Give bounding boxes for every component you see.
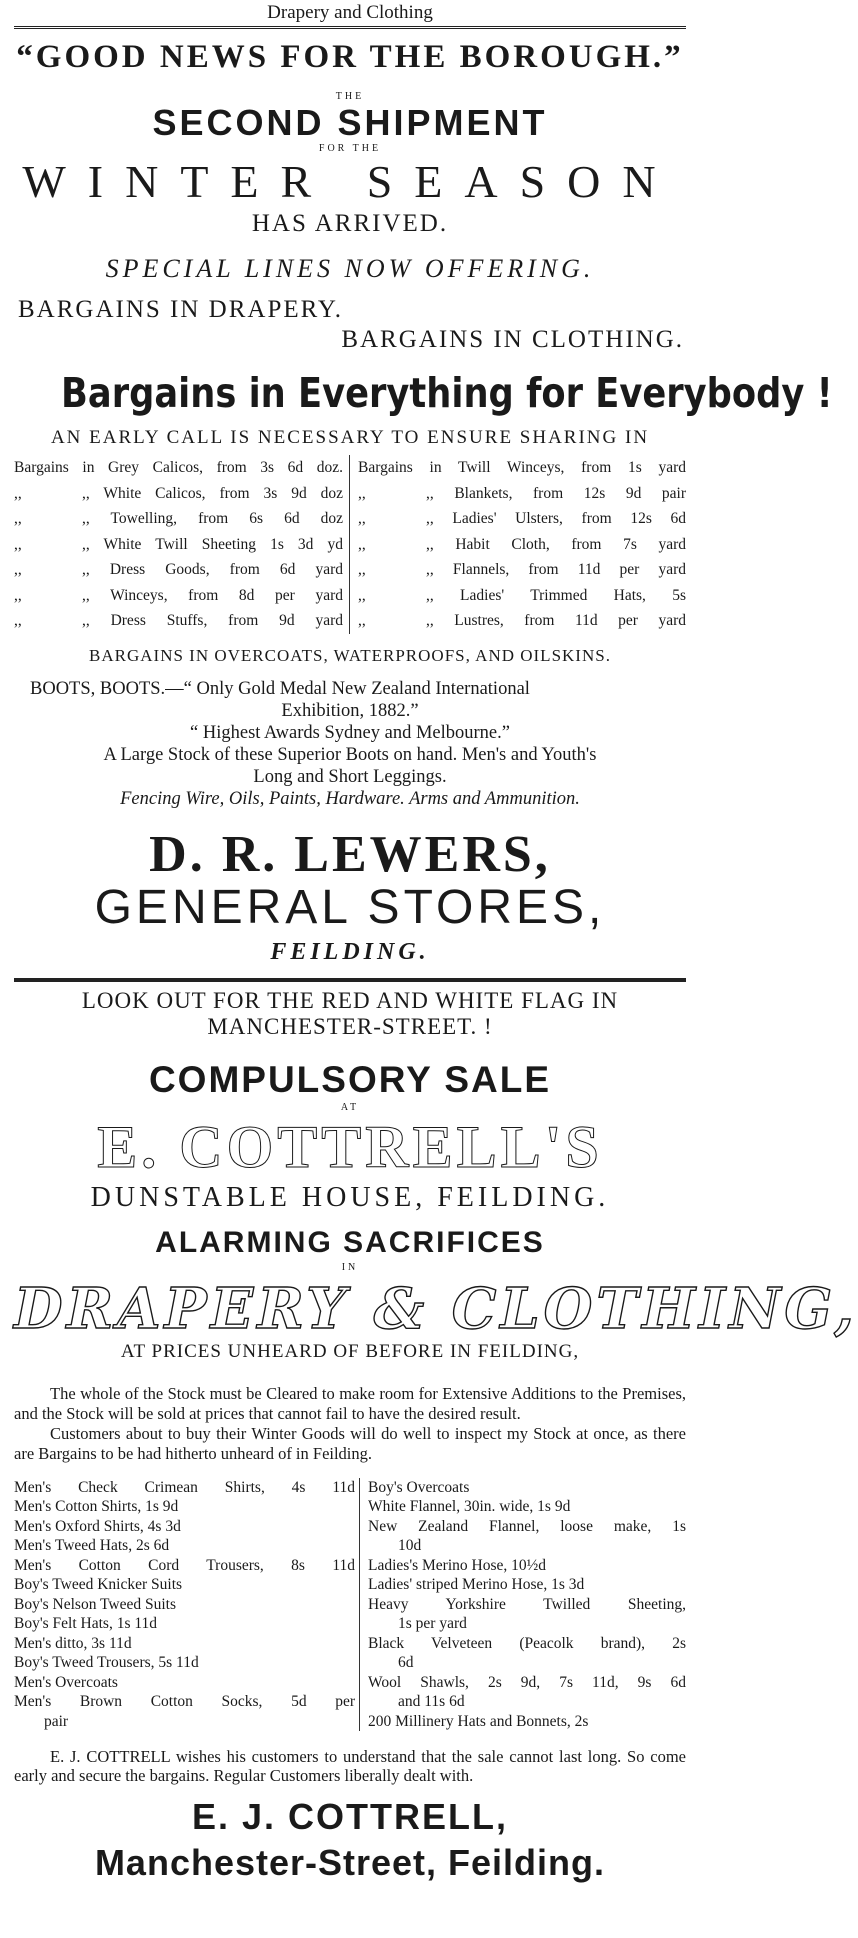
list-item: Boy's Tweed Trousers, 5s 11d — [14, 1654, 199, 1671]
list-item: ,, ,, Dress Stuffs, from 9d yard — [14, 612, 343, 629]
list-item: 1s per yard — [398, 1615, 467, 1632]
advertiser-name: D. R. LEWERS, — [149, 825, 551, 883]
general-stores-heading: GENERAL STORES, — [94, 880, 606, 934]
boots-paragraph — [14, 678, 686, 810]
list-item: ,, ,, Lustres, from 11d per yard — [358, 612, 686, 629]
list-item: Black Velveteen (Peacolk brand), 2s — [368, 1634, 686, 1652]
stock-paragraph: Customers about to buy their Winter Goods will do well to inspect my Stock at once, as there are Bargains to be had hitherto unheard of in Feilding. — [14, 1423, 686, 1463]
list-item: ,, ,, Towelling, from 6s 6d doz — [14, 510, 343, 527]
second-shipment-heading: SECOND SHIPMENT — [152, 102, 548, 143]
list-item: White Flannel, 30in. wide, 1s 9d — [368, 1498, 571, 1515]
list-item: ,, ,, Winceys, from 8d per yard — [14, 586, 343, 604]
list-item: Men's Cotton Shirts, 1s 9d — [14, 1498, 179, 1515]
alarming-sacrifices-heading: ALARMING SACRIFICES — [155, 1225, 545, 1259]
stock-paragraphs — [14, 1384, 686, 1464]
lookout-line: MANCHESTER-STREET. ! — [207, 1013, 493, 1039]
boots-line: A Large Stock of these Superior Boots on hand. Men's and Youth's — [103, 744, 597, 765]
list-item: Ladies' striped Merino Hose, 1s 3d — [368, 1576, 585, 1593]
section-title: Drapery and Clothing — [267, 2, 433, 23]
list-item: Boy's Overcoats — [368, 1478, 470, 1496]
list-item: Ladies's Merino Hose, 10½d — [368, 1556, 547, 1574]
for-the-label: FOR THE — [318, 143, 382, 154]
list-item: Men's Tweed Hats, 2s 6d — [14, 1537, 170, 1554]
list-item: Men's Overcoats — [14, 1673, 118, 1691]
list-item: Men's Cotton Cord Trousers, 8s 11d — [14, 1556, 355, 1574]
list-item: ,, ,, Blankets, from 12s 9d pair — [358, 484, 686, 502]
stock-paragraph: The whole of the Stock must be Cleared to make room for Extensive Additions to the Premises, and the Stock will be sold at prices that cannot fail to have the desired result. — [14, 1383, 686, 1423]
prices-heading: AT PRICES UNHEARD OF BEFORE IN FEILDING, — [120, 1340, 580, 1362]
list-item: pair — [44, 1712, 69, 1730]
goods-list-left — [14, 1478, 360, 1732]
notice-paragraph: E. J. COTTRELL wishes his customers to understand that the sale cannot last long. So come early and secure the bargains. Regular Customers liberally dealt with. — [14, 1747, 686, 1785]
advertiser-town: FEILDING. — [270, 938, 430, 965]
compulsory-sale-heading: COMPULSORY SALE — [148, 1058, 552, 1100]
cottrell-name-heading: E. COTTRELL'S — [97, 1113, 603, 1180]
list-item: Boy's Felt Hats, 1s 11d — [14, 1615, 158, 1632]
customer-notice — [14, 1747, 686, 1785]
drapery-clothing-heading: DRAPERY & CLOTHING, — [14, 1275, 858, 1342]
goods-list — [14, 1478, 686, 1732]
bargains-drapery: BARGAINS IN DRAPERY. — [18, 296, 344, 323]
bargains-clothing: BARGAINS IN CLOTHING. — [341, 326, 684, 353]
boots-line: Fencing Wire, Oils, Paints, Hardware. Arms and Ammunition. — [120, 788, 580, 809]
list-item: 200 Millinery Hats and Bonnets, 2s — [368, 1712, 589, 1730]
list-item: Men's Check Crimean Shirts, 4s 11d — [14, 1478, 355, 1496]
advertisement-divider — [14, 978, 686, 982]
list-item: 6d — [398, 1654, 414, 1671]
list-item: ,, ,, Dress Goods, from 6d yard — [14, 561, 343, 578]
boots-line: Long and Short Leggings. — [253, 766, 447, 787]
cottrell-advertisement — [14, 987, 858, 1888]
early-call-heading: AN EARLY CALL IS NECESSARY TO ENSURE SHARING IN — [50, 427, 650, 448]
list-item: ,, ,, Flannels, from 11d per yard — [358, 561, 686, 578]
list-item: Heavy Yorkshire Twilled Sheeting, — [368, 1595, 686, 1613]
section-divider — [14, 26, 686, 29]
special-lines-heading: SPECIAL LINES NOW OFFERING. — [105, 254, 595, 283]
has-arrived-heading: HAS ARRIVED. — [251, 210, 449, 237]
boots-line: Exhibition, 1882.” — [281, 700, 419, 721]
list-item: 10d — [398, 1537, 422, 1554]
list-item: New Zealand Flannel, loose make, 1s — [368, 1517, 686, 1535]
bargains-list-left — [14, 455, 350, 634]
dunstable-house-heading: DUNSTABLE HOUSE, FEILDING. — [90, 1181, 610, 1213]
lewers-advertisement — [14, 35, 833, 972]
list-item: ,, ,, White Twill Sheeting 1s 3d yd — [14, 535, 343, 553]
bargains-everything-heading: Bargains in Everything for Everybody ! — [61, 369, 833, 417]
lookout-line: LOOK OUT FOR THE RED AND WHITE FLAG IN — [81, 987, 619, 1013]
boots-line: BOOTS, BOOTS.—“ Only Gold Medal New Zealand International — [30, 678, 530, 699]
list-item: ,, ,, Ladies' Trimmed Hats, 5s — [358, 586, 686, 604]
at-label: AT — [340, 1101, 360, 1113]
winter-season-heading: WINTER SEASON — [22, 156, 678, 207]
boots-line: “ Highest Awards Sydney and Melbourne.” — [190, 722, 510, 743]
list-item: Wool Shawls, 2s 9d, 7s 11d, 9s 6d — [368, 1673, 686, 1691]
bargains-list-right — [350, 455, 686, 634]
list-item: Bargains in Twill Winceys, from 1s yard — [358, 459, 686, 476]
signature-street: Manchester-Street, Feilding. — [94, 1842, 606, 1883]
list-item: ,, ,, Habit Cloth, from 7s yard — [358, 535, 686, 553]
overcoats-heading: BARGAINS IN OVERCOATS, WATERPROOFS, AND OILSKINS. — [89, 645, 611, 665]
signature-name: E. J. COTTRELL, — [191, 1796, 508, 1837]
list-item: ,, ,, White Calicos, from 3s 9d doz — [14, 484, 343, 502]
goods-list-right — [360, 1478, 686, 1732]
list-item: Men's Brown Cotton Socks, 5d per — [14, 1693, 355, 1710]
list-item: and 11s 6d — [398, 1693, 465, 1710]
list-item: ,, ,, Ladies' Ulsters, from 12s 6d — [358, 510, 686, 527]
the-label: THE — [335, 91, 365, 102]
in-label: IN — [341, 1261, 359, 1273]
list-item: Boy's Tweed Knicker Suits — [14, 1576, 183, 1593]
list-item: Men's ditto, 3s 11d — [14, 1634, 132, 1652]
good-news-headline: “GOOD NEWS FOR THE BOROUGH.” — [16, 39, 684, 75]
list-item: Boy's Nelson Tweed Suits — [14, 1595, 177, 1613]
list-item: Men's Oxford Shirts, 4s 3d — [14, 1517, 181, 1535]
bargains-list — [14, 455, 686, 634]
list-item: Bargains in Grey Calicos, from 3s 6d doz. — [14, 459, 343, 476]
